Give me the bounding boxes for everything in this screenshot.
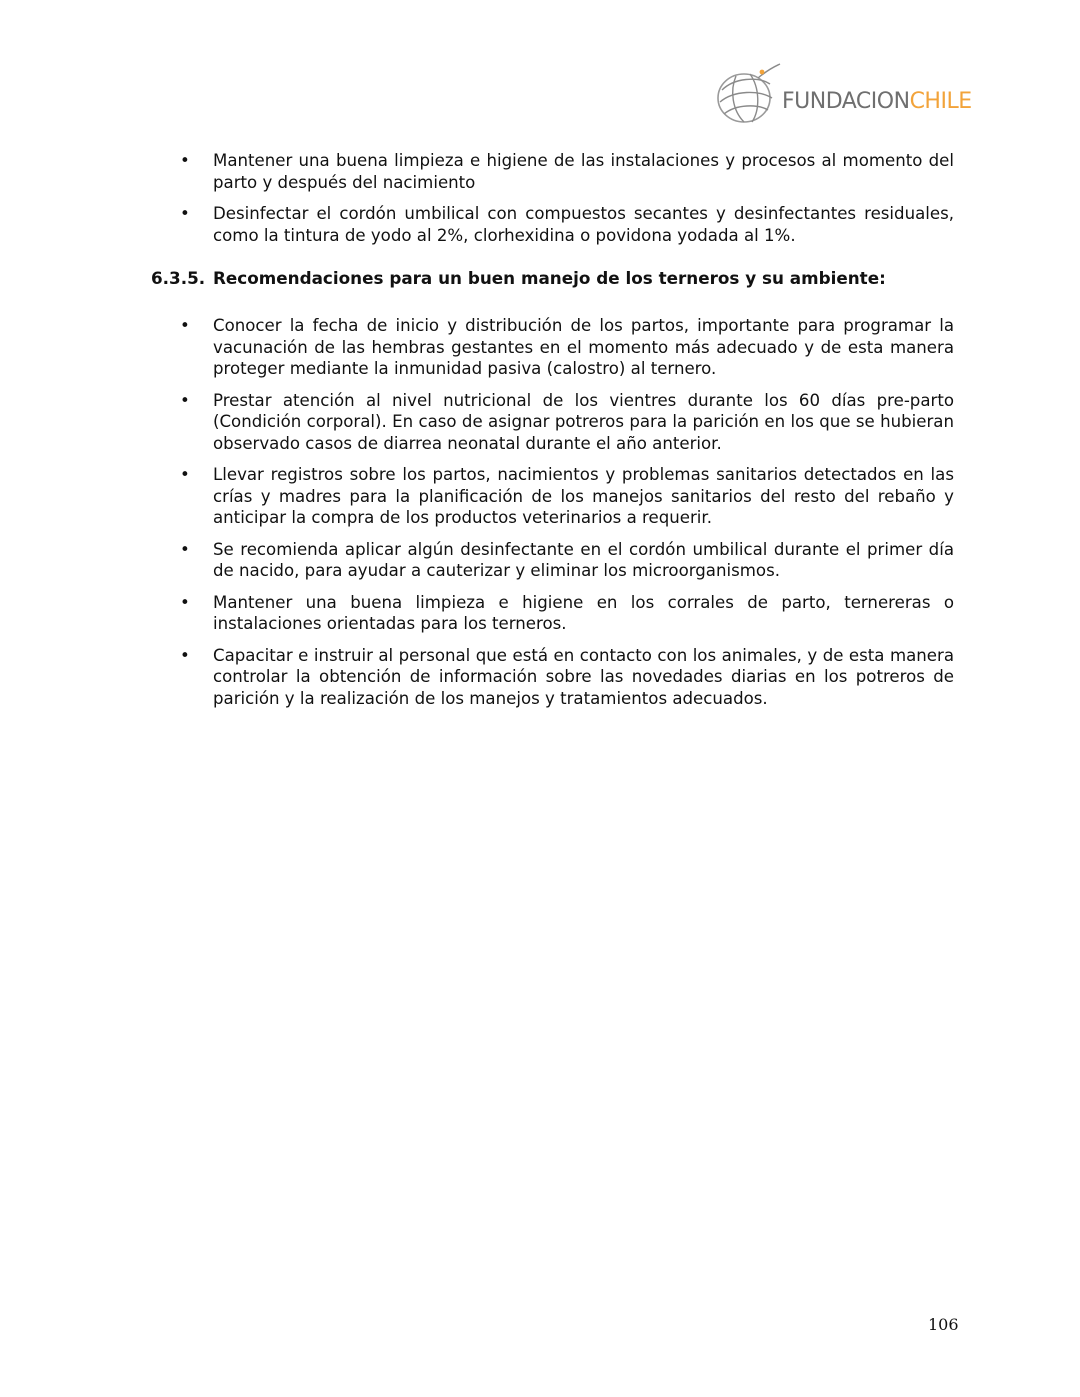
section-heading: [151, 267, 954, 289]
bullet-marker: •: [180, 645, 190, 665]
list-item-text: Se recomienda aplicar algún desinfectante en el cordón umbilical durante el primer día de nacido, para ayudar a cauterizar y eliminar los microorganismos.: [213, 539, 954, 580]
list-item: [151, 390, 954, 455]
list-item: [151, 464, 954, 529]
list-item: [151, 645, 954, 710]
list-item: [151, 315, 954, 380]
bullet-marker: •: [180, 204, 190, 223]
bullet-marker: •: [180, 592, 190, 612]
list-item: [151, 592, 954, 635]
list-item-text: Capacitar e instruir al personal que está en contacto con los animales, y de esta manera controlar la obtención de información sobre las novedades diarias en los potreros de parición y la realización de los manejos y tratamientos adecuados.: [213, 645, 954, 708]
section-number: 6.3.5.: [151, 268, 206, 288]
list-item-text: Conocer la fecha de inicio y distribución de los partos, importante para programar la vacunación de las hembras gestantes en el momento más adecuado y de esta manera proteger mediante la inmunidad pasiva (calostro) al ternero.: [213, 316, 954, 378]
list-item-text: Mantener una buena limpieza e higiene en los corrales de parto, ternereras o instalaciones orientadas para los terneros.: [213, 592, 954, 633]
list-item: [151, 203, 954, 246]
logo-text-fundacion: FUNDACION: [782, 89, 910, 114]
list-item-text: Prestar atención al nivel nutricional de los vientres durante los 60 días pre-parto (Condición corporal). En caso de asignar potreros para la parición en los que se hubieran observado casos de diarrea neonatal durante el año anterior.: [213, 390, 954, 453]
intro-bullet-list: [151, 150, 954, 246]
list-item-text: Desinfectar el cordón umbilical con compuestos secantes y desinfectantes residuales, como la tintura de yodo al 2%, clorhexidina o povidona yodada al 1%.: [213, 204, 954, 245]
document-body: [151, 150, 954, 719]
list-item-text: Mantener una buena limpieza e higiene de las instalaciones y procesos al momento del parto y después del nacimiento: [213, 151, 954, 192]
logo-wordmark: [782, 91, 972, 113]
bullet-marker: •: [180, 539, 190, 559]
bullet-marker: •: [180, 390, 190, 410]
bullet-marker: •: [180, 465, 190, 484]
list-item-text: Llevar registros sobre los partos, nacimientos y problemas sanitarios detectados en las crías y madres para la planificación de los manejos sanitarios del resto del rebaño y anticipar la compra de los productos veterinarios a requerir.: [213, 465, 954, 527]
bullet-marker: •: [180, 316, 190, 335]
globe-swirl-logo-icon: [714, 60, 786, 130]
list-item: [151, 150, 954, 193]
bullet-marker: •: [180, 151, 190, 170]
section-bullet-list: [151, 315, 954, 709]
list-item: [151, 539, 954, 582]
fundacion-chile-logo: [714, 60, 972, 130]
logo-text-chile: CHILE: [909, 89, 972, 114]
page-number: 106: [928, 1315, 959, 1334]
section-title: Recomendaciones para un buen manejo de los terneros y su ambiente:: [213, 268, 886, 288]
